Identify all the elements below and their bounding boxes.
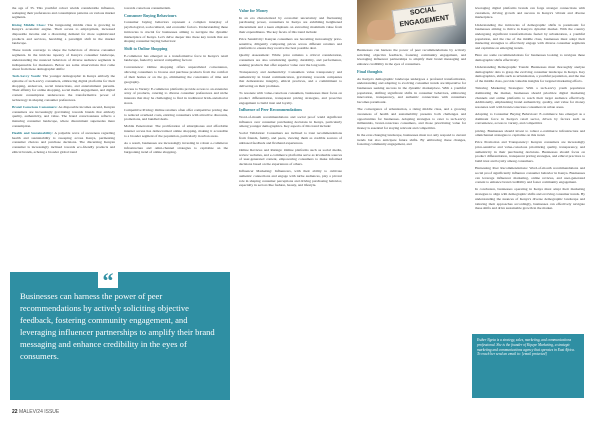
page-number: 22 — [12, 409, 18, 415]
term: Tech-Savvy Youth: — [12, 74, 42, 79]
sign-text: SOCIAL ENGAGEMENT — [399, 6, 450, 29]
paragraph: In conclusion, businesses operating in Kenya must adapt their marketing strategies to align with demographic shifts and evolving consumer trends. By understanding the nuances of Kenya's diverse demographic landscape and tailoring their approaches accordingly, businesses can effectively navigate these shifts and drive sustainable growth in the market. — [475, 187, 585, 211]
body-text: A palpable wave of awareness regarding health and sustainability is sweeping across Kenya, permeating consumer choices and purchase decisions. The discerning Kenyan consumer is increasingly inclined towards eco-friendly products and ethical brands, echoing a broader global trend — [12, 130, 115, 154]
column-2 — [124, 6, 228, 157]
paragraph: Word-of-mouth recommendations and social proof wield significant influence over consumer purchasing decisions in Kenya, particularly among younger demographics. Key aspects of this trend include: — [239, 114, 342, 129]
paragraph: Tailoring Marketing Strategies: With a tech-savvy youth population dominating the market, businesses should prioritize digital marketing channels and online platforms to reach their target audience effectively. Additionally, emphasizing brand authenticity, quality, and value for money resonates well with brand-conscious consumers in urban areas. — [475, 86, 585, 109]
paragraph: Online Reviews and Ratings: Online platforms such as social media, review websites, and e-commerce platforms serve as invaluable sources of user-generated content, empowering consumers to make informed decisions based on the experiences of others. — [239, 147, 342, 167]
paragraph: Quality Assessment: While price remains a critical consideration, consumers are also scrutinizing quality, durability, and performance, seeking products that offer superior value over the long term. — [239, 53, 342, 67]
column-3 — [239, 6, 342, 190]
section-heading: Influence of Peer Recommendations — [239, 107, 303, 113]
paragraph — [12, 131, 115, 155]
paragraph — [12, 23, 115, 47]
paragraph: E-commerce has emerged as a transformative force in Kenya's retail landscape, fueled by several compelling factors: — [124, 53, 228, 63]
paragraph: Consumer buying behaviors represent a complex interplay of psychological, sociocultural, and economic factors. Understanding these intricacies is crucial for businesses aiming to navigate the dynamic marketplace of Kenya. Let's delve deeper into these key trends that are shaping consumer buying behaviors: — [124, 20, 228, 44]
paragraph: the age of 35. This youthful cohort wields considerable influence, reshaping their preferences and consumption patterns on various market segments. — [12, 6, 115, 20]
section-heading: Consumer Buying Behaviours — [124, 12, 177, 18]
paragraph — [12, 105, 115, 129]
paragraph: pricing. Businesses should invest to robust e-commerce infrastructure and omnichannel strategies to capitalize on this trend. — [475, 128, 585, 138]
section-heading: Value for Money — [239, 8, 269, 13]
author-bio-box — [472, 334, 584, 398]
paragraph: towards conscious consumerism. — [124, 6, 171, 10]
term: Health and Sustainability: — [12, 130, 54, 135]
paragraph: Understanding the intricacies of demographic shifts is paramount for businesses aiming to thrive in Kenya's dynamic market. With the country undergoing significant transformations fueled by urbanization, a youthful population, and the rise of the middle class, businesses must adapt their marketing strategies to effectively engage with diverse consumer segments and capitalize on emerging trends. — [475, 22, 585, 51]
paragraph: Social Validation: Consumers are inclined to trust recommendations from friends, family, and peers, viewing them as credible sources of unbiased feedback and firsthand experiences. — [239, 131, 342, 145]
paragraph: Transparency and Authenticity: Consumers value transparency and authenticity in brand communication, gravitating towards companies that demonstrate integrity, ethical practices, and a commitment to delivering on their promises. — [239, 69, 342, 89]
paragraph: Price Promotion and Transparency: Kenyan consumers are increasingly price-sensitive and value-conscious prioritizing quality, transparency, and authenticity in their purchasing decisions. Businesses should focus on product differentiation, transparent pricing strategies, and ethical practices to build trust and loyalty among consumers. — [475, 140, 585, 164]
photo-sign — [392, 2, 457, 34]
paragraph: These trends converge to shape the behaviors of diverse consumer segments. In the intricate tapestry of Kenya's consumer landscape, understanding the nuanced behaviors of diverse audience segments is indispensable for marketers. Below are some observations that come about from these demographic shifts: — [12, 48, 115, 72]
paragraph: Businesses can harness the power of peer recommendations by actively soliciting objective feedback, fostering community engagement, and leveraging influencer partnerships to amplify their brand messaging and enhance credibility in the eyes of consumers. — [357, 48, 466, 67]
paragraph: Influencer Marketing: Influencers, with their ability to cultivate authentic connections and engage with niche audiences, play a pivotal role in shaping consumer perceptions and driving purchasing behavior, especially in sectors like fashion, beauty, and lifestyle. — [239, 169, 342, 188]
paragraph: Convenience: Online shopping offers unparalleled convenience, allowing consumers to browse and purchase products from the comfort of their homes or on the go, eliminating the constraints of time and geography. — [124, 65, 228, 84]
column-4 — [357, 48, 466, 150]
paragraph: Here are some recommendations for businesses looking to navigate these demographic shifts effectively: — [475, 53, 585, 62]
body-text: As disposable incomes ascend, Kenyan consumers are increasingly gravitating towards brands that embody quality, authenticity, and value. The brand consciousness reflects a maturing consumer landscape, where discernment supersedes mere consumption. — [12, 104, 115, 128]
page-footer — [12, 409, 59, 415]
pull-quote-text: Businesses can harness the power of peer recommendations by actively soliciting objective feedback, fostering community engagement, and leveraging influencer partnerships to amplify their brand messaging and enhance credibility in the eyes of consumers. — [20, 291, 215, 361]
pull-quote — [10, 268, 230, 400]
paragraph: In an era characterized by economic uncertainty and fluctuating purchasing power, consumers in Kenya are exhibiting heightened discernment and a keen emphasis on extracting maximum value from their expenditures. The key facets of this trend include: — [239, 15, 342, 34]
term: Brand Conscious Consumers: — [12, 104, 58, 109]
column-5 — [475, 6, 585, 213]
paragraph: To resonate with value-conscious consumers, businesses must focus on product differentiation, transparent pricing strategies, and proactive engagement to build trust and loyalty. — [239, 91, 342, 105]
paragraph: Competitive Pricing: Online retailers often offer competitive pricing due to reduced overhead costs, enticing consumers with attractive discounts, promotions, and bundled deals. — [124, 107, 228, 122]
magazine-name: MALEV — [18, 409, 36, 415]
paragraph: Access to Variety: E-commerce platforms provide access to an extensive array of products, catering to diverse consumer preferences and niche interests that may be challenging to find in traditional brick-and-mortar stores. — [124, 86, 228, 105]
section-heading: Final thoughts — [357, 68, 383, 74]
body-text: The younger demographic in Kenya embody the epitome of tech-savvy consumers, embracing digital platforms for their shopping, endeavors, social interactions, and entertainment pursuits. Their affinity for online shopping, social media engagement, and digital content consumption underscores the transformative power of technology in shaping consumer preferences. — [12, 74, 115, 102]
paragraph: Understanding Demographic Trends: Businesses must thoroughly analyze demographic data to grasp the evolving consumer landscape in Kenya. Key demographics, shifts such as urbanization, a youthful population, and the rise of the middle class, provide valuable insights for targeted marketing efforts. — [475, 64, 585, 84]
section-heading: Shift to Online Shopping — [124, 45, 168, 51]
quote-mark-icon: “ — [98, 270, 118, 288]
author-bio-text: Esther Ngeta is a strategy, sales, marketing, and communications professional. She is the founder of Kipepe Marketing, a strategic marketing and communications agency that operates in East Africa. To reach her send an email to: [email protected] — [477, 338, 575, 357]
paragraph: Price Sensitivity: Kenyan consumers are becoming increasingly price-sensitive, diligently comparing prices across different retailers and platforms to ensure they receive the best possible deal. — [239, 36, 342, 51]
paragraph: As Kenya's demographic landscape undergoes a profound transformation, understanding and adapting to evolving consumer trends are imperative for businesses seeking success in the dynamic marketplace. With a youthful population, shifting significant shifts in consumer behaviors, embracing innovation, transparency, and authentic connections with consumers becomes paramount. — [357, 76, 466, 105]
issue-label: /24 ISSUE — [35, 409, 60, 415]
social-engagement-photo — [357, 0, 466, 44]
column-1 — [12, 6, 115, 157]
paragraph: leveraging digital platforms brands can forge stronger connections with customers, driving growth and success in Kenya's vibrant and diverse marketplace. — [475, 6, 585, 20]
paragraph: Adapting to Consumer Buying Behaviour: E-commerce has emerged as a dominant force in Kenya's retail sector, driven by factors such as convenience, access to variety, and competitive — [475, 112, 585, 126]
paragraph: Harnessing Peer Recommendations: Word-of-mouth recommendations and social proof significantly influence consumer behavior in Kenya. Businesses can leverage influencer marketing, online reviews, and user-generated content to enhance brand credibility and foster community engagement. — [475, 166, 585, 185]
paragraph: The convergence of urbanization, a rising middle class, and a growing awareness of health and sustainability presents both challenges and opportunities for businesses. Adopting strategies to cater to tech-savvy millennials, brand-conscious consumers, and those prioritizing value for money is essential for staying relevant and competitive. — [357, 107, 466, 130]
paragraph: In the ever-changing landscape, businesses must not only respond to current trends but also anticipate future shifts. By embracing these changes, fostering community engagement, and — [357, 133, 466, 147]
paragraph — [12, 74, 115, 102]
term: Rising Middle Class: — [12, 22, 46, 27]
paragraph: As a result, businesses are increasingly investing in robust e-commerce infrastructure and omni-channel strategies to capitalize on the burgeoning trend of online shopping. — [124, 140, 228, 155]
body-text: The burgeoning middle class is growing in Kenya's economic engine. Their access to employment, increased disposable income and a discerning demand for more sophisticated products and services, heralding a paradigm shift in the market landscape. — [12, 22, 115, 46]
paragraph: Mobile Penetration: The proliferation of smartphones and affordable internet access has democratized online shopping, making it accessible to a broader segment of the population, particularly in urban areas. — [124, 124, 228, 138]
